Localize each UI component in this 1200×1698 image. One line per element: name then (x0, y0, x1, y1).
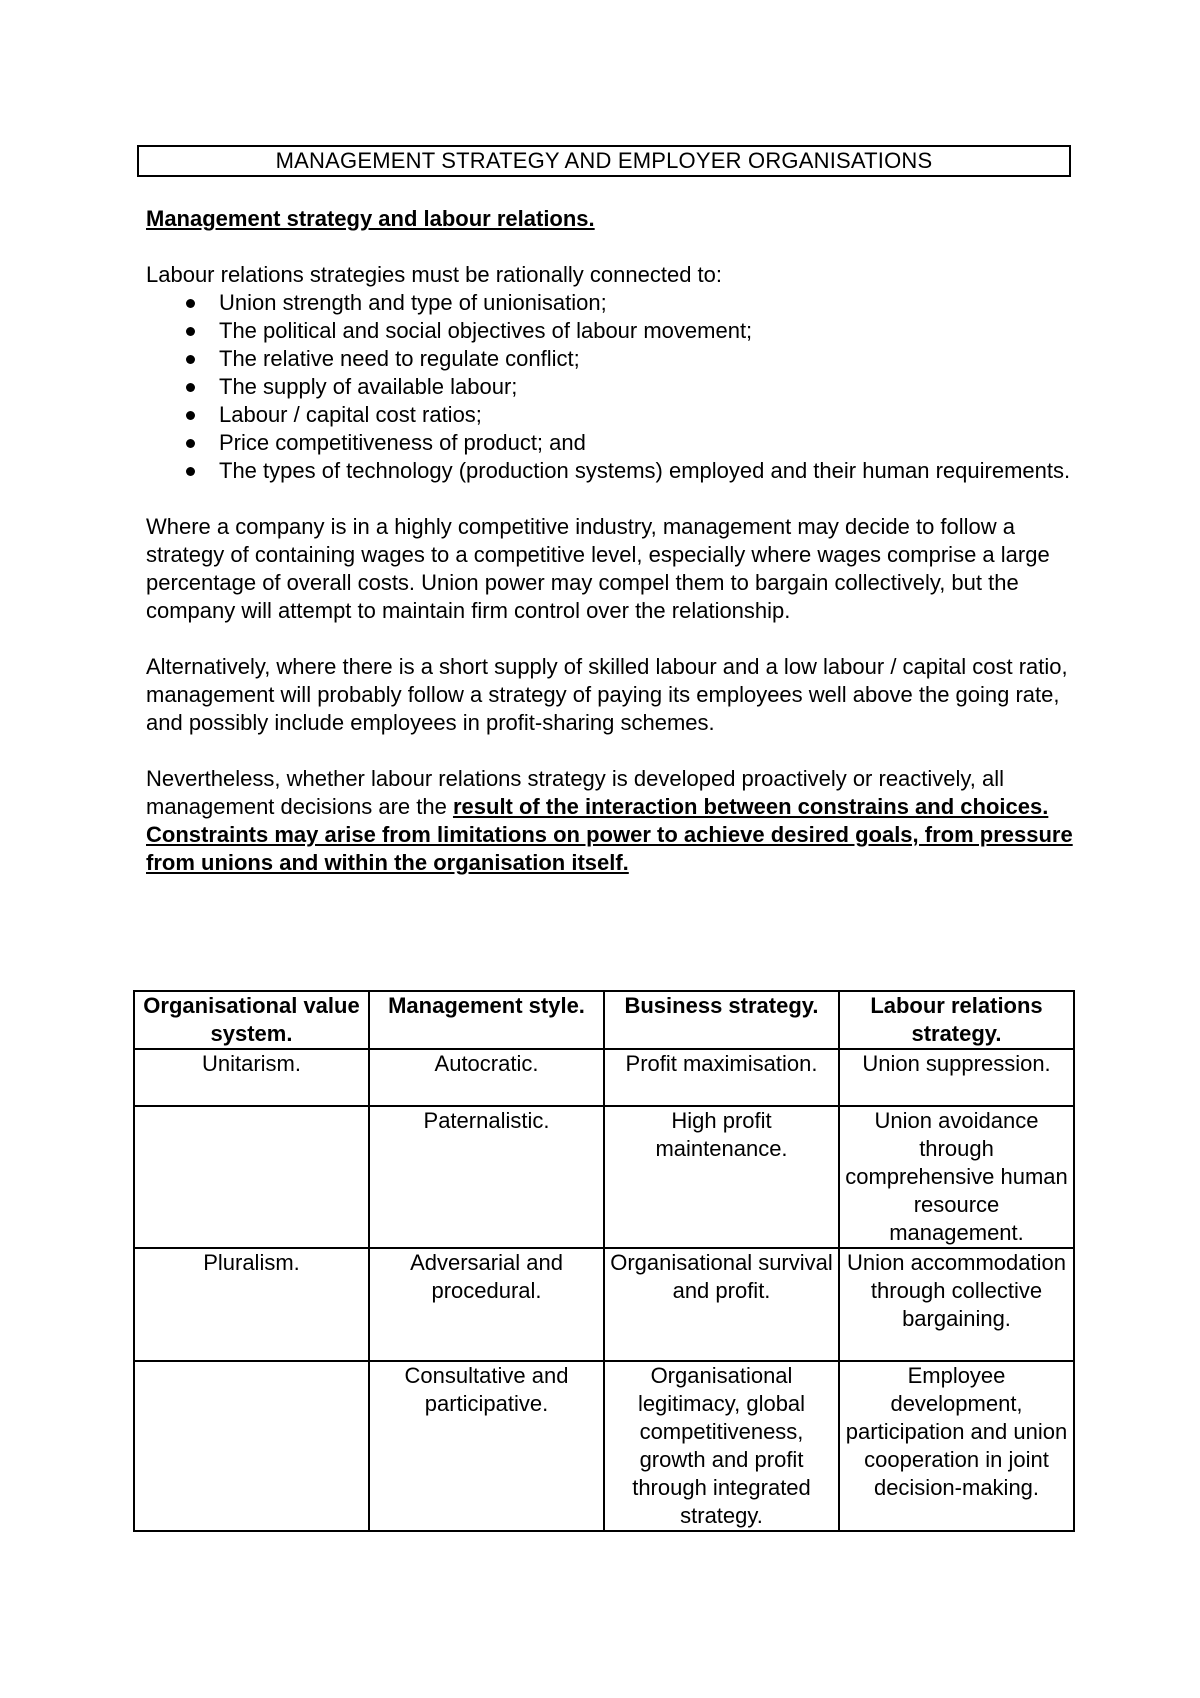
table-cell: Pluralism. (134, 1248, 369, 1361)
bullet-item: The supply of available labour; (146, 373, 1076, 401)
table-cell: Autocratic. (369, 1049, 604, 1106)
bullet-item: Union strength and type of unionisation; (146, 289, 1076, 317)
bullet-item: The types of technology (production systems) employed and their human requirements. (146, 457, 1076, 485)
bullet-item: Labour / capital cost ratios; (146, 401, 1076, 429)
section-heading: Management strategy and labour relations. (146, 206, 595, 231)
column-header: Management style. (369, 991, 604, 1049)
table-cell: Unitarism. (134, 1049, 369, 1106)
table-cell: Union avoidance through comprehensive human resource management. (839, 1106, 1074, 1248)
bullet-item: The relative need to regulate conflict; (146, 345, 1076, 373)
table-cell: Organisational survival and profit. (604, 1248, 839, 1361)
table-row (134, 1361, 1074, 1531)
table-row (134, 1248, 1074, 1361)
table-cell: Union suppression. (839, 1049, 1074, 1106)
table-cell: Union accommodation through collective bargaining. (839, 1248, 1074, 1361)
document-title: MANAGEMENT STRATEGY AND EMPLOYER ORGANISATIONS (137, 145, 1071, 177)
paragraph-competitive: Where a company is in a highly competitive industry, management may decide to follow a strategy of containing wages to a competitive level, especially where wages comprise a large percentage of overall costs. Union power may compel them to bargain collectively, but the company will attempt to maintain firm control over the relationship. (146, 514, 1050, 623)
table-cell: Consultative and participative. (369, 1361, 604, 1531)
column-header: Business strategy. (604, 991, 839, 1049)
strategy-table (133, 990, 1075, 1532)
document-body (146, 205, 1076, 905)
table-cell: Employee development, participation and union cooperation in joint decision-making. (839, 1361, 1074, 1531)
table-header-row (134, 991, 1074, 1049)
table-cell (134, 1106, 369, 1248)
bullet-item: Price competitiveness of product; and (146, 429, 1076, 457)
intro-text: Labour relations strategies must be rationally connected to: (146, 262, 722, 287)
paragraph-conclusion-plain: Nevertheless, whether labour relations strategy is developed proactively or reactively, all management decisions are the (146, 766, 1005, 819)
paragraph-conclusion (146, 765, 1076, 877)
bullet-list (146, 289, 1076, 485)
table-row (134, 1106, 1074, 1248)
column-header: Labour relations strategy. (839, 991, 1074, 1049)
bullet-item: The political and social objectives of labour movement; (146, 317, 1076, 345)
paragraph-conclusion-emphasis: result of the interaction between constrains and choices. Constraints may arise from limitations on power to achieve desired goals, from pressure from unions and within the organisation itself. (146, 794, 1073, 875)
column-header: Organisational value system. (134, 991, 369, 1049)
table-cell: Paternalistic. (369, 1106, 604, 1248)
table-row (134, 1049, 1074, 1106)
paragraph-alternative: Alternatively, where there is a short supply of skilled labour and a low labour / capital cost ratio, management will probably follow a strategy of paying its employees well above the going rate, and possibly include employees in profit-sharing schemes. (146, 654, 1068, 735)
table-cell: High profit maintenance. (604, 1106, 839, 1248)
table-cell (134, 1361, 369, 1531)
table-cell: Adversarial and procedural. (369, 1248, 604, 1361)
table-cell: Profit maximisation. (604, 1049, 839, 1106)
table-cell: Organisational legitimacy, global competitiveness, growth and profit through integrated strategy. (604, 1361, 839, 1531)
